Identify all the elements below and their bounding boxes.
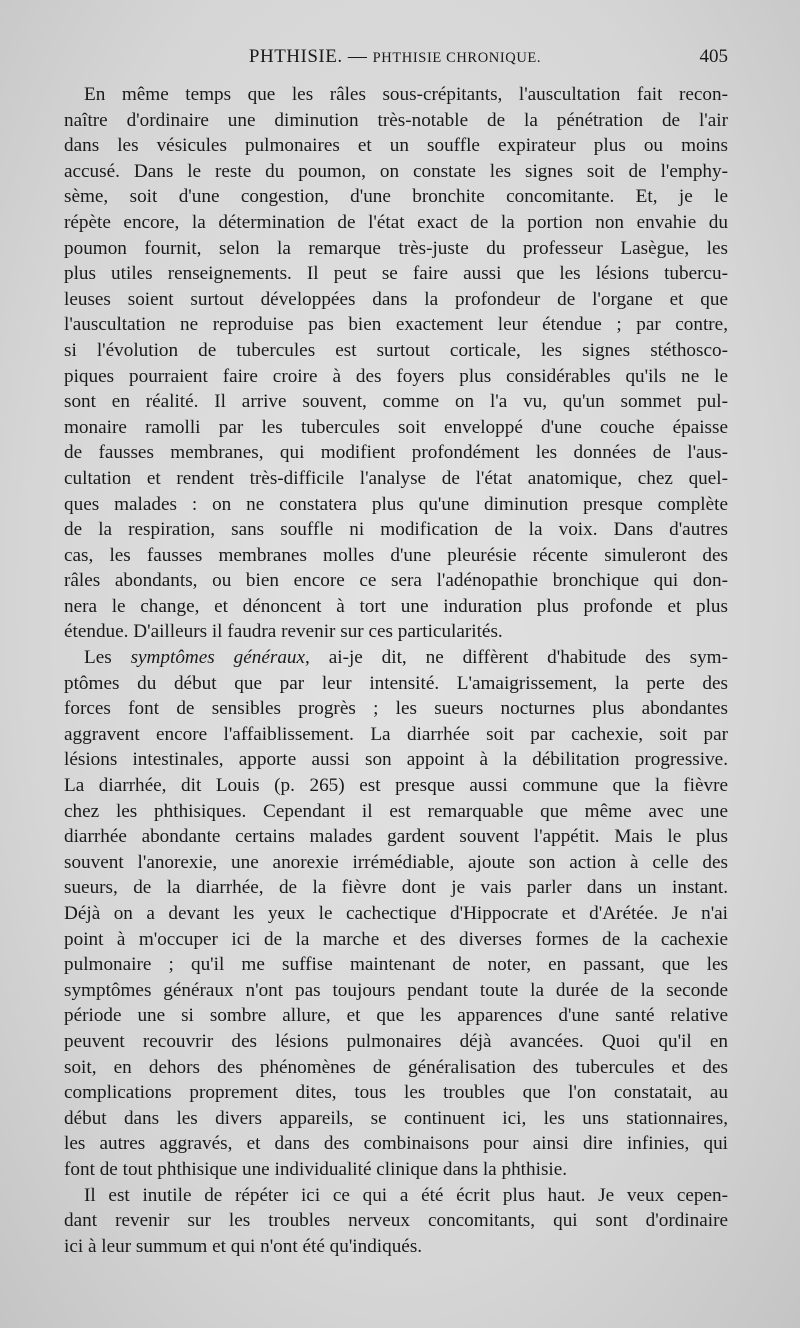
text-line: [64, 82, 728, 108]
text-line-segment: Déjà on a devant les yeux le cachectique d'Hippocrate et d'Arétée. Je n'ai: [64, 903, 728, 924]
text-line: [64, 722, 728, 748]
text-line-segment: accusé. Dans le reste du poumon, on constate les signes soit de l'emphy-: [64, 160, 728, 182]
text-line-segment: plus utiles renseignements. Il peut se faire aussi que les lésions tubercu-: [64, 263, 728, 285]
text-line-segment: naître d'ordinaire une diminution très-notable de la pénétration de l'air: [64, 109, 728, 131]
text-line-segment: ques malades : on ne constatera plus qu'une diminution presque complète: [64, 493, 728, 515]
text-line: [64, 159, 728, 185]
text-line-segment: les autres aggravés, et dans des combinaisons pour ainsi dire infinies, qui: [64, 1133, 728, 1155]
body-text: [64, 82, 728, 1259]
text-line: [64, 978, 728, 1004]
text-line: [64, 747, 728, 773]
text-line: [64, 492, 728, 518]
text-line: [64, 517, 728, 543]
text-line-segment: sueurs, de la diarrhée, de la fièvre dont je vais parler dans un instant.: [64, 877, 728, 899]
text-line-segment: dant revenir sur les troubles nerveux concomitants, qui sont d'ordinaire: [64, 1210, 728, 1232]
text-line-segment: cas, les fausses membranes molles d'une pleurésie récente simuleront des: [64, 544, 728, 566]
text-line-segment: de fausses membranes, qui modifient profondément les données de l'aus-: [64, 442, 728, 464]
text-line: [64, 1208, 728, 1234]
text-line: [64, 619, 728, 645]
text-line-segment: pulmonaire ; qu'il me suffise maintenant de noter, en passant, que les: [64, 954, 728, 976]
text-line-segment: leuses soient surtout développées dans la profondeur de l'organe et que: [64, 288, 728, 310]
text-line: [64, 799, 728, 825]
text-line-segment: dans les vésicules pulmonaires et un souffle expirateur plus ou moins: [64, 135, 728, 157]
text-line: [64, 927, 728, 953]
text-line: [64, 1234, 728, 1260]
text-line-segment: forces font de sensibles progrès ; les sueurs nocturnes plus abondantes: [64, 698, 728, 720]
text-line: [64, 108, 728, 134]
text-line-segment: aggravent encore l'affaiblissement. La diarrhée soit par cachexie, soit par: [64, 723, 728, 745]
text-line-segment: début dans les divers appareils, se continuent ici, les uns stationnaires,: [64, 1107, 728, 1129]
text-line-segment: répète encore, la détermination de l'état exact de la portion non envahie du: [64, 211, 728, 233]
text-line-segment: ptômes du début que par leur intensité. L'amaigrissement, la perte des: [64, 672, 728, 694]
text-line: [64, 1055, 728, 1081]
text-line-segment: si l'évolution de tubercules est surtout corticale, les signes stéthosco-: [64, 339, 728, 361]
text-line: [64, 1003, 728, 1029]
text-line: [64, 952, 728, 978]
text-line-segment: cultation et rendent très-difficile l'analyse de l'état anatomique, chez quel-: [64, 467, 728, 489]
text-line: [64, 440, 728, 466]
text-line-segment: nera le change, et dénoncent à tort une induration plus profonde et plus: [64, 595, 728, 617]
text-line-segment: l'auscultation ne reproduise pas bien exactement leur étendue ; par contre,: [64, 314, 728, 336]
running-title-sub: PHTHISIE CHRONIQUE.: [372, 50, 542, 66]
text-line: [64, 671, 728, 697]
text-line-segment: Il est inutile de répéter ici ce qui a été écrit plus haut. Je veux cepen-: [84, 1184, 728, 1206]
text-line: [64, 696, 728, 722]
text-line: [64, 543, 728, 569]
text-line: [64, 645, 728, 671]
italic-phrase: symptômes généraux: [130, 647, 306, 669]
text-line-segment: Les: [84, 647, 131, 669]
text-line-segment: symptômes généraux n'ont pas toujours pendant toute la durée de la seconde: [64, 979, 728, 1001]
text-line-segment: lésions intestinales, apporte aussi son appoint à la débilitation progressive.: [64, 749, 728, 771]
text-line: [64, 1131, 728, 1157]
text-line-segment: La diarrhée, dit Louis (p. 265) est presque aussi commune que la fièvre: [64, 775, 728, 797]
text-line: [64, 773, 728, 799]
text-line-segment: poumon fournit, selon la remarque très-juste du professeur Lasègue, les: [64, 237, 728, 259]
text-line-segment: En même temps que les râles sous-crépitants, l'auscultation fait recon-: [84, 84, 728, 105]
text-line-segment: complications proprement dites, tous les troubles que l'on constatait, au: [64, 1082, 728, 1104]
text-line-segment: chez les phthisiques. Cependant il est remarquable que même avec une: [64, 800, 728, 822]
text-line-segment: piques pourraient faire croire à des foyers plus considérables qu'ils ne le: [64, 365, 728, 387]
text-line-segment: étendue. D'ailleurs il faudra revenir sur ces particularités.: [64, 621, 503, 643]
text-line: [64, 389, 728, 415]
text-line-segment: peuvent recouvrir des lésions pulmonaires déjà avancées. Quoi qu'il en: [64, 1030, 728, 1052]
text-line-segment: période une si sombre allure, et que les apparences d'une santé relative: [64, 1005, 728, 1027]
text-line: [64, 568, 728, 594]
text-line-segment: soit, en dehors des phénomènes de généralisation des tubercules et des: [64, 1056, 728, 1078]
running-title-main: PHTHISIE. —: [248, 46, 373, 67]
text-line-segment: râles abondants, ou bien encore ce sera l'adénopathie bronchique qui don-: [64, 570, 728, 592]
page-number: 405: [699, 46, 728, 67]
text-line: [64, 1157, 728, 1183]
text-line: [64, 133, 728, 159]
text-line: [64, 875, 728, 901]
text-line-segment: de la respiration, sans souffle ni modification de la voix. Dans d'autres: [64, 519, 728, 541]
text-line-segment: font de tout phthisique une individualité clinique dans la phthisie.: [64, 1158, 568, 1180]
page-header: [62, 46, 728, 76]
text-line-segment: monaire ramolli par les tubercules soit enveloppé d'une couche épaisse: [64, 416, 728, 438]
text-line: [64, 850, 728, 876]
text-line: [64, 210, 728, 236]
text-line-segment: , ai-je dit, ne diffèrent d'habitude des sym-: [305, 647, 728, 669]
text-line: [64, 184, 728, 210]
text-line: [64, 1080, 728, 1106]
text-line: [64, 415, 728, 441]
text-line: [64, 1106, 728, 1132]
text-line: [64, 364, 728, 390]
text-line: [64, 1183, 728, 1209]
text-line: [64, 287, 728, 313]
text-line-segment: souvent l'anorexie, une anorexie irrémédiable, ajoute son action à celle des: [64, 851, 728, 873]
running-title: [62, 46, 728, 68]
text-line: [64, 594, 728, 620]
text-line-segment: diarrhée abondante certains malades gardent souvent l'appétit. Mais le plus: [64, 826, 728, 848]
text-line: [64, 901, 728, 927]
text-line: [64, 338, 728, 364]
text-line: [64, 261, 728, 287]
text-line-segment: ici à leur summum et qui n'ont été qu'indiqués.: [64, 1235, 423, 1257]
text-line-segment: sème, soit d'une congestion, d'une bronchite concomitante. Et, je le: [64, 186, 728, 208]
text-line: [64, 1029, 728, 1055]
text-line: [64, 236, 728, 262]
text-line-segment: sont en réalité. Il arrive souvent, comme on l'a vu, qu'un sommet pul-: [64, 391, 728, 413]
text-line-segment: point à m'occuper ici de la marche et des diverses formes de la cachexie: [64, 928, 728, 950]
text-line: [64, 312, 728, 338]
text-line: [64, 466, 728, 492]
text-line: [64, 824, 728, 850]
